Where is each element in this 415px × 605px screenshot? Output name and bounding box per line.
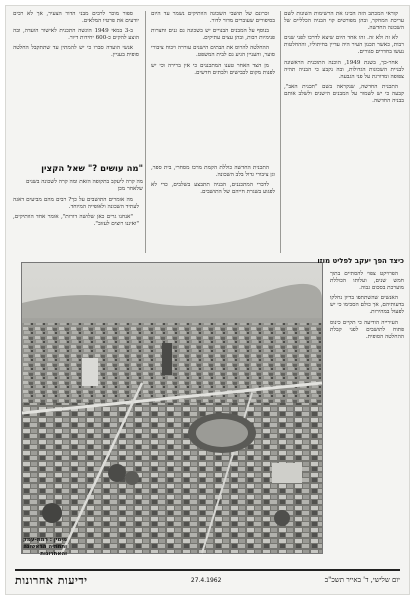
article-column-middle-lower [151,165,275,255]
paragraph: מן הצד האחר טענו המתכננים כי אין ברירה וכי יש לפנות מקום לכבישים ולבתים חדשים. [151,62,275,76]
paragraph: אנשי הועדה סברו כי יש להמתין עד שתתקבל החלטה סופית בעניין. [13,45,139,59]
paragraph: זכרונם של תושבי השכונה הוותיקים נשמר עד היום בסיפורים שעוברים מדור לדור. [151,11,275,25]
footer-day: יום שלישי, ד' באייר תשכ"ב [324,576,400,584]
paragraph: התכנית החדשה כוללת הקמת מרכז מסחרי, בית ספר, וגן ציבורי גדול בלב השכונה. [151,165,275,179]
page-footer [15,569,400,589]
paragraph: התכנית החדשה, שנקראה בשם "תכנית האב", קבעה כי יש לשמור על המבנים הישנים ולשלב אותם בבניה החדשה. [284,83,404,105]
article-column-left [13,11,139,159]
article-headline: "מה עושים ?" שאל הקצין [41,164,143,174]
paragraph: ספור מוכר לרבים מבני הדור הצעיר, אך לא רבים יודעים את פרטיו המלאים. [13,11,139,25]
article-headline: כיצד הפך יעקב לפליט מוזו [317,257,404,265]
paragraph: ב-3 במאי 1949 הוגשה התכנית לאישור הועדה, ובה הוצע להקים כ-600 יחידות דיור. [13,28,139,42]
paragraph: ההחלטה להרוס את הבתים הישנים עוררה ויכוח ציבורי סוער, והעניין הגיע גם לבית המשפט. [151,45,275,59]
paragraph: לא זה ולא זה. זהו אחד היום שיצא לדרכו לפני שנים רבות, כאשר תכנון העיר היה עדיין בחיתוליו, וההחלטות נעשו בחדרים סגורים. [284,35,404,56]
newspaper-masthead: ידיעות אחרונות [15,573,88,587]
city-photo-image [22,263,322,553]
article-column-middle [151,11,275,161]
column-divider [145,11,146,253]
paragraph: אחר-כך, בשנת 1949, הוכנה התוכנית הראשונה לבניית השכונות הגדולות, ובה נקבע כי הבניה תהיה צפופה ומדורגת על פני הגבעה. [284,59,404,80]
article-kicker: מה קרה ליעקב בתקופה הזאת ומה קרה לשכונה בשנים שלאחר מכן [25,179,143,192]
footer-date: 27.4.1962 [190,576,222,584]
column-divider [280,11,281,253]
paragraph: בנוסף על המבנים הבנויים יש בשכונה גם גנים וחצרות פנימיות רבות, ובהן עצים עתיקים. [151,28,275,42]
paragraph: מה אומרים התושבים על כך? רבים מהם מביעים דאגה לעתיד השכונה ולאופייה המיוחד. [13,197,139,211]
paragraph: קוראי המכתב הזה הכינו את הרשימות השונות לשם עריכת המחקר, ובהן מפורטים קוי הבניה הכלליים של השכונה החדשה. [284,11,404,32]
paragraph: האנשים שהשתתפו בדיון נחלקו בדעותיהם, אך כולם הסכימו כי יש לפעול במהירות. [330,295,404,316]
paragraph: "אנחנו גרים כאן שלושה דורות", אומר אחד הוותיקים, "ואיננו רוצים לעזוב". [13,214,139,228]
article-column-right-bottom [330,271,404,431]
paragraph: לדברי המתכננים, הבניה תתבצע בשלבים, כדי לא לפגוע בשגרת חייהם של התושבים. [151,182,275,196]
photo-caption: מימין : רמת-עמק ותחתיה הראשונה והאחרונות [22,537,67,557]
aerial-city-photo [21,262,323,554]
article-column-right-top [284,11,404,261]
paragraph: העירייה הודיעה כי תקיים כינוס פתוח לתושבים לפני קבלת ההחלטה הסופית. [330,319,404,340]
newspaper-page [5,5,410,595]
paragraph: הפרויקט צפוי להסתיים בתוך חמש שנים, ועלותו הכוללת מוערכת בסכום גבוה. [330,271,404,292]
article-column-left-mid [13,197,139,255]
